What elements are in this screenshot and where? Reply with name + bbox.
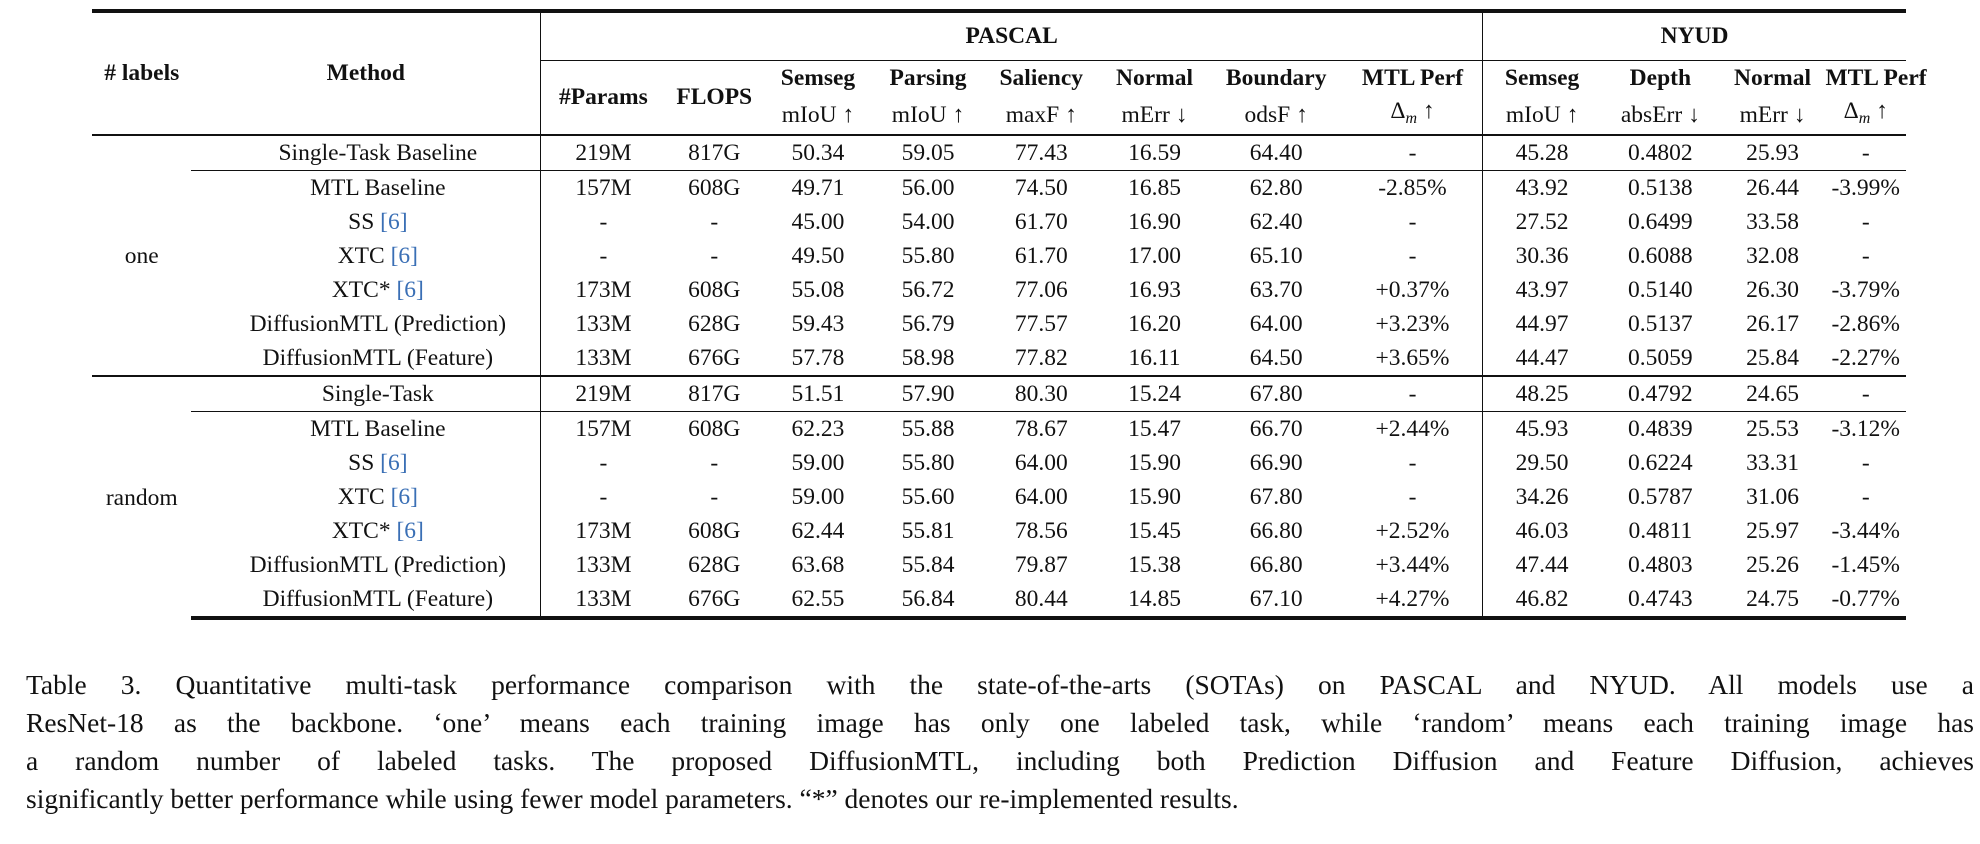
value-cell: +3.65% bbox=[1375, 345, 1450, 371]
value-cell: 0.4803 bbox=[1628, 552, 1693, 578]
value-cell: 15.38 bbox=[1128, 552, 1181, 578]
task-header: Boundary bbox=[1225, 65, 1327, 91]
caption-line: ResNet-18 as the backbone. ‘one’ means each training image has only one labeled task, while ‘random’ means each training image has bbox=[26, 707, 1974, 738]
table-header bbox=[92, 11, 1927, 135]
value-cell: 63.68 bbox=[791, 552, 845, 578]
value-cell: - bbox=[1861, 243, 1870, 269]
value-cell: 133M bbox=[575, 552, 632, 578]
value-cell: -3.99% bbox=[1825, 171, 1906, 206]
method-cell: MTL Baseline bbox=[191, 412, 540, 447]
value-cell: 78.67 bbox=[983, 412, 1099, 447]
value-cell: 33.58 bbox=[1746, 209, 1799, 235]
value-cell: -3.12% bbox=[1825, 412, 1906, 447]
value-cell: 219M bbox=[541, 376, 666, 412]
value-cell: 817G bbox=[666, 135, 763, 171]
value-cell: 79.87 bbox=[1014, 552, 1068, 578]
metric-header: mIoU ↑ bbox=[891, 102, 965, 128]
task-header: MTL Perf bbox=[1825, 65, 1927, 91]
metric-header: $\Delta_m$ ↑ bbox=[1390, 98, 1435, 127]
task-header: Depth bbox=[1629, 65, 1692, 91]
value-cell: 43.97 bbox=[1483, 273, 1602, 307]
group-label: random bbox=[92, 376, 191, 618]
method-cell: DiffusionMTL (Prediction) bbox=[191, 548, 540, 582]
table-row bbox=[92, 514, 1906, 548]
value-cell: 55.60 bbox=[901, 484, 955, 510]
task-header: Parsing bbox=[889, 65, 967, 91]
value-cell: 78.56 bbox=[1014, 518, 1068, 544]
value-cell: 0.4811 bbox=[1628, 518, 1693, 544]
value-cell: 26.17 bbox=[1746, 311, 1799, 337]
table-row bbox=[92, 239, 1906, 273]
value-cell: 29.50 bbox=[1483, 446, 1602, 480]
value-cell: 74.50 bbox=[983, 171, 1099, 206]
value-cell: -2.85% bbox=[1343, 171, 1483, 206]
value-cell: 16.90 bbox=[1128, 209, 1181, 235]
value-cell: 49.71 bbox=[763, 171, 873, 206]
value-cell: - bbox=[710, 484, 719, 510]
value-cell: 15.90 bbox=[1128, 484, 1181, 510]
value-cell: 157M bbox=[541, 171, 666, 206]
value-cell: 56.72 bbox=[901, 277, 955, 303]
value-cell: 62.80 bbox=[1210, 171, 1343, 206]
method-col-header: Method bbox=[191, 11, 540, 135]
value-cell: 34.26 bbox=[1483, 480, 1602, 514]
value-cell: +0.37% bbox=[1375, 277, 1450, 303]
value-cell: 676G bbox=[666, 582, 763, 618]
value-cell: 56.84 bbox=[873, 582, 983, 618]
group-one bbox=[92, 135, 1906, 376]
value-cell: 16.59 bbox=[1099, 135, 1209, 171]
value-cell: - bbox=[1408, 450, 1417, 476]
value-cell: - bbox=[710, 450, 719, 476]
value-cell: 0.6088 bbox=[1628, 243, 1693, 269]
value-cell: +4.27% bbox=[1343, 582, 1483, 618]
table-row bbox=[92, 446, 1906, 480]
value-cell: 55.81 bbox=[901, 518, 955, 544]
value-cell: 173M bbox=[575, 277, 632, 303]
metric-header: $\Delta_m$ ↑ bbox=[1843, 98, 1888, 127]
value-cell: 17.00 bbox=[1128, 243, 1181, 269]
value-cell: 62.55 bbox=[763, 582, 873, 618]
value-cell: 15.24 bbox=[1099, 376, 1209, 412]
citation-link[interactable]: [6] bbox=[390, 243, 418, 269]
table-row bbox=[92, 171, 1906, 206]
value-cell: 173M bbox=[575, 518, 632, 544]
value-cell: 0.5787 bbox=[1628, 484, 1693, 510]
labels-col-header: # labels bbox=[92, 11, 191, 135]
table-row bbox=[92, 412, 1906, 447]
value-cell: 80.44 bbox=[983, 582, 1099, 618]
value-cell: 59.00 bbox=[791, 450, 845, 476]
task-header: Normal bbox=[1734, 65, 1812, 91]
params-col-header: #Params bbox=[559, 84, 648, 110]
value-cell: 43.92 bbox=[1483, 171, 1602, 206]
value-cell: 54.00 bbox=[901, 209, 955, 235]
value-cell: 133M bbox=[575, 311, 632, 337]
caption-line: a random number of labeled tasks. The proposed DiffusionMTL, including both Prediction Diffusion and Feature Diffusion, achieves bbox=[26, 745, 1974, 776]
method-cell: DiffusionMTL (Prediction) bbox=[191, 307, 540, 341]
value-cell: - bbox=[710, 209, 719, 235]
method-cell: Single-Task bbox=[191, 376, 540, 412]
value-cell: 25.84 bbox=[1746, 345, 1799, 371]
value-cell: 57.78 bbox=[791, 345, 845, 371]
value-cell: 0.5137 bbox=[1628, 311, 1693, 337]
value-cell: 66.80 bbox=[1249, 552, 1303, 578]
value-cell: 628G bbox=[688, 311, 741, 337]
value-cell: 59.43 bbox=[791, 311, 845, 337]
method-cell: DiffusionMTL (Feature) bbox=[191, 341, 540, 376]
value-cell: 46.03 bbox=[1483, 514, 1602, 548]
citation-link[interactable]: [6] bbox=[396, 277, 424, 303]
value-cell: 30.36 bbox=[1483, 239, 1602, 273]
value-cell: - bbox=[710, 243, 719, 269]
value-cell: 66.80 bbox=[1249, 518, 1303, 544]
table-row bbox=[92, 582, 1906, 618]
value-cell: 15.90 bbox=[1128, 450, 1181, 476]
value-cell: - bbox=[599, 450, 608, 476]
value-cell: 0.6499 bbox=[1628, 209, 1693, 235]
value-cell: 55.08 bbox=[791, 277, 845, 303]
citation-link[interactable]: [6] bbox=[380, 209, 408, 235]
value-cell: 66.70 bbox=[1210, 412, 1343, 447]
nyud-group-header: NYUD bbox=[1483, 11, 1906, 61]
value-cell: 0.5138 bbox=[1601, 171, 1720, 206]
method-cell: XTC* [6] bbox=[191, 514, 540, 548]
value-cell: 608G bbox=[688, 518, 741, 544]
value-cell: 16.85 bbox=[1099, 171, 1209, 206]
task-header: Semseg bbox=[780, 65, 856, 91]
table-row bbox=[92, 273, 1906, 307]
value-cell: 0.4839 bbox=[1601, 412, 1720, 447]
citation-link[interactable]: [6] bbox=[396, 518, 424, 544]
metric-header: maxF ↑ bbox=[1005, 102, 1077, 128]
value-cell: +2.52% bbox=[1375, 518, 1450, 544]
value-cell: 77.43 bbox=[983, 135, 1099, 171]
value-cell: 27.52 bbox=[1483, 205, 1602, 239]
value-cell: 45.00 bbox=[791, 209, 845, 235]
value-cell: 64.50 bbox=[1249, 345, 1303, 371]
value-cell: -3.79% bbox=[1831, 277, 1900, 303]
table-row bbox=[92, 135, 1906, 171]
group-label: one bbox=[92, 135, 191, 376]
value-cell: - bbox=[1861, 484, 1870, 510]
method-cell: XTC* [6] bbox=[191, 273, 540, 307]
value-cell: 45.93 bbox=[1483, 412, 1602, 447]
value-cell: 56.00 bbox=[873, 171, 983, 206]
value-cell: 58.98 bbox=[901, 345, 955, 371]
value-cell: 133M bbox=[575, 345, 632, 371]
value-cell: 64.40 bbox=[1210, 135, 1343, 171]
value-cell: - bbox=[1825, 376, 1906, 412]
value-cell: 80.30 bbox=[983, 376, 1099, 412]
value-cell: - bbox=[1825, 135, 1906, 171]
value-cell: 157M bbox=[541, 412, 666, 447]
value-cell: - bbox=[599, 243, 608, 269]
value-cell: 67.80 bbox=[1210, 376, 1343, 412]
table-caption bbox=[26, 666, 1974, 818]
value-cell: 51.51 bbox=[763, 376, 873, 412]
value-cell: 64.00 bbox=[1014, 484, 1068, 510]
value-cell: - bbox=[1408, 243, 1417, 269]
value-cell: -2.27% bbox=[1831, 345, 1900, 371]
value-cell: 64.00 bbox=[1249, 311, 1303, 337]
value-cell: - bbox=[1343, 376, 1483, 412]
value-cell: 47.44 bbox=[1483, 548, 1602, 582]
value-cell: 67.80 bbox=[1249, 484, 1303, 510]
value-cell: 44.97 bbox=[1483, 307, 1602, 341]
value-cell: 0.5140 bbox=[1628, 277, 1693, 303]
value-cell: 49.50 bbox=[791, 243, 845, 269]
value-cell: 77.82 bbox=[1014, 345, 1068, 371]
value-cell: 61.70 bbox=[1014, 243, 1068, 269]
flops-col-header: FLOPS bbox=[676, 84, 753, 110]
value-cell: 16.93 bbox=[1128, 277, 1181, 303]
table-row bbox=[92, 205, 1906, 239]
metric-header: mIoU ↑ bbox=[1483, 96, 1602, 135]
value-cell: +2.44% bbox=[1343, 412, 1483, 447]
value-cell: 55.80 bbox=[901, 243, 955, 269]
value-cell: 65.10 bbox=[1249, 243, 1303, 269]
value-cell: - bbox=[599, 484, 608, 510]
value-cell: - bbox=[1408, 484, 1417, 510]
value-cell: 77.57 bbox=[1014, 311, 1068, 337]
value-cell: 57.90 bbox=[873, 376, 983, 412]
method-cell: DiffusionMTL (Feature) bbox=[191, 582, 540, 618]
value-cell: 62.44 bbox=[791, 518, 845, 544]
value-cell: 14.85 bbox=[1099, 582, 1209, 618]
value-cell: 55.84 bbox=[901, 552, 955, 578]
value-cell: - bbox=[599, 209, 608, 235]
value-cell: -3.44% bbox=[1831, 518, 1900, 544]
value-cell: 25.26 bbox=[1746, 552, 1799, 578]
value-cell: 25.53 bbox=[1720, 412, 1826, 447]
value-cell: -1.45% bbox=[1831, 552, 1900, 578]
value-cell: 55.88 bbox=[873, 412, 983, 447]
value-cell: 628G bbox=[688, 552, 741, 578]
value-cell: 45.28 bbox=[1483, 135, 1602, 171]
metric-header: mErr ↓ bbox=[1739, 102, 1806, 128]
value-cell: 48.25 bbox=[1483, 376, 1602, 412]
citation-link[interactable]: [6] bbox=[390, 484, 418, 510]
task-header: Normal bbox=[1115, 65, 1193, 91]
value-cell: 608G bbox=[666, 171, 763, 206]
table-row bbox=[92, 548, 1906, 582]
value-cell: 26.44 bbox=[1720, 171, 1826, 206]
task-header: Semseg bbox=[1483, 61, 1602, 97]
metric-header: odsF ↑ bbox=[1244, 102, 1308, 128]
value-cell: 44.47 bbox=[1483, 341, 1602, 376]
value-cell: -0.77% bbox=[1825, 582, 1906, 618]
method-cell: MTL Baseline bbox=[191, 171, 540, 206]
metric-header: mIoU ↑ bbox=[781, 102, 855, 128]
value-cell: 0.4802 bbox=[1601, 135, 1720, 171]
value-cell: - bbox=[1861, 450, 1870, 476]
value-cell: 0.5059 bbox=[1628, 345, 1693, 371]
value-cell: 50.34 bbox=[763, 135, 873, 171]
value-cell: 219M bbox=[541, 135, 666, 171]
value-cell: 62.40 bbox=[1249, 209, 1303, 235]
method-cell: XTC [6] bbox=[191, 239, 540, 273]
caption-line: significantly better performance while using fewer model parameters. “*” denotes our re-implemented results. bbox=[26, 783, 1239, 814]
table-row bbox=[92, 341, 1906, 376]
task-header: Saliency bbox=[999, 65, 1084, 91]
method-cell: SS [6] bbox=[191, 205, 540, 239]
results-table bbox=[92, 9, 1927, 620]
value-cell: 817G bbox=[666, 376, 763, 412]
value-cell: 0.6224 bbox=[1628, 450, 1693, 476]
value-cell: 24.65 bbox=[1720, 376, 1826, 412]
value-cell: 16.11 bbox=[1128, 345, 1181, 371]
value-cell: 62.23 bbox=[763, 412, 873, 447]
value-cell: 61.70 bbox=[1014, 209, 1068, 235]
value-cell: 15.47 bbox=[1099, 412, 1209, 447]
value-cell: 0.4743 bbox=[1601, 582, 1720, 618]
value-cell: 67.10 bbox=[1210, 582, 1343, 618]
value-cell: +3.23% bbox=[1375, 311, 1450, 337]
method-cell: XTC [6] bbox=[191, 480, 540, 514]
table-row bbox=[92, 480, 1906, 514]
value-cell: 59.00 bbox=[791, 484, 845, 510]
value-cell: 55.80 bbox=[901, 450, 955, 476]
value-cell: 31.06 bbox=[1746, 484, 1799, 510]
table-row bbox=[92, 376, 1906, 412]
method-cell: SS [6] bbox=[191, 446, 540, 480]
pascal-group-header: PASCAL bbox=[541, 11, 1483, 61]
value-cell: 56.79 bbox=[901, 311, 955, 337]
value-cell: 66.90 bbox=[1249, 450, 1303, 476]
value-cell: -2.86% bbox=[1831, 311, 1900, 337]
value-cell: 64.00 bbox=[1014, 450, 1068, 476]
value-cell: 63.70 bbox=[1249, 277, 1303, 303]
value-cell: 133M bbox=[541, 582, 666, 618]
value-cell: +3.44% bbox=[1375, 552, 1450, 578]
value-cell: 46.82 bbox=[1483, 582, 1602, 618]
metric-header: mErr ↓ bbox=[1121, 102, 1188, 128]
value-cell: 32.08 bbox=[1746, 243, 1799, 269]
value-cell: 25.97 bbox=[1746, 518, 1799, 544]
value-cell: 608G bbox=[666, 412, 763, 447]
table-row bbox=[92, 307, 1906, 341]
value-cell: 24.75 bbox=[1720, 582, 1826, 618]
value-cell: - bbox=[1861, 209, 1870, 235]
caption-line: Table 3. Quantitative multi-task performance comparison with the state-of-the-arts (SOTAs) on PASCAL and NYUD. All models use a bbox=[26, 669, 1974, 700]
group-random bbox=[92, 376, 1906, 618]
value-cell: 33.31 bbox=[1746, 450, 1799, 476]
value-cell: 25.93 bbox=[1720, 135, 1826, 171]
value-cell: 676G bbox=[688, 345, 741, 371]
value-cell: 608G bbox=[688, 277, 741, 303]
task-header: MTL Perf bbox=[1361, 65, 1464, 91]
citation-link[interactable]: [6] bbox=[380, 450, 408, 476]
value-cell: 26.30 bbox=[1746, 277, 1799, 303]
value-cell: 59.05 bbox=[873, 135, 983, 171]
value-cell: - bbox=[1408, 209, 1417, 235]
value-cell: 16.20 bbox=[1128, 311, 1181, 337]
value-cell: 77.06 bbox=[1014, 277, 1068, 303]
value-cell: - bbox=[1343, 135, 1483, 171]
metric-header: absErr ↓ bbox=[1620, 102, 1700, 128]
value-cell: 15.45 bbox=[1128, 518, 1181, 544]
method-cell: Single-Task Baseline bbox=[191, 135, 540, 171]
value-cell: 0.4792 bbox=[1601, 376, 1720, 412]
